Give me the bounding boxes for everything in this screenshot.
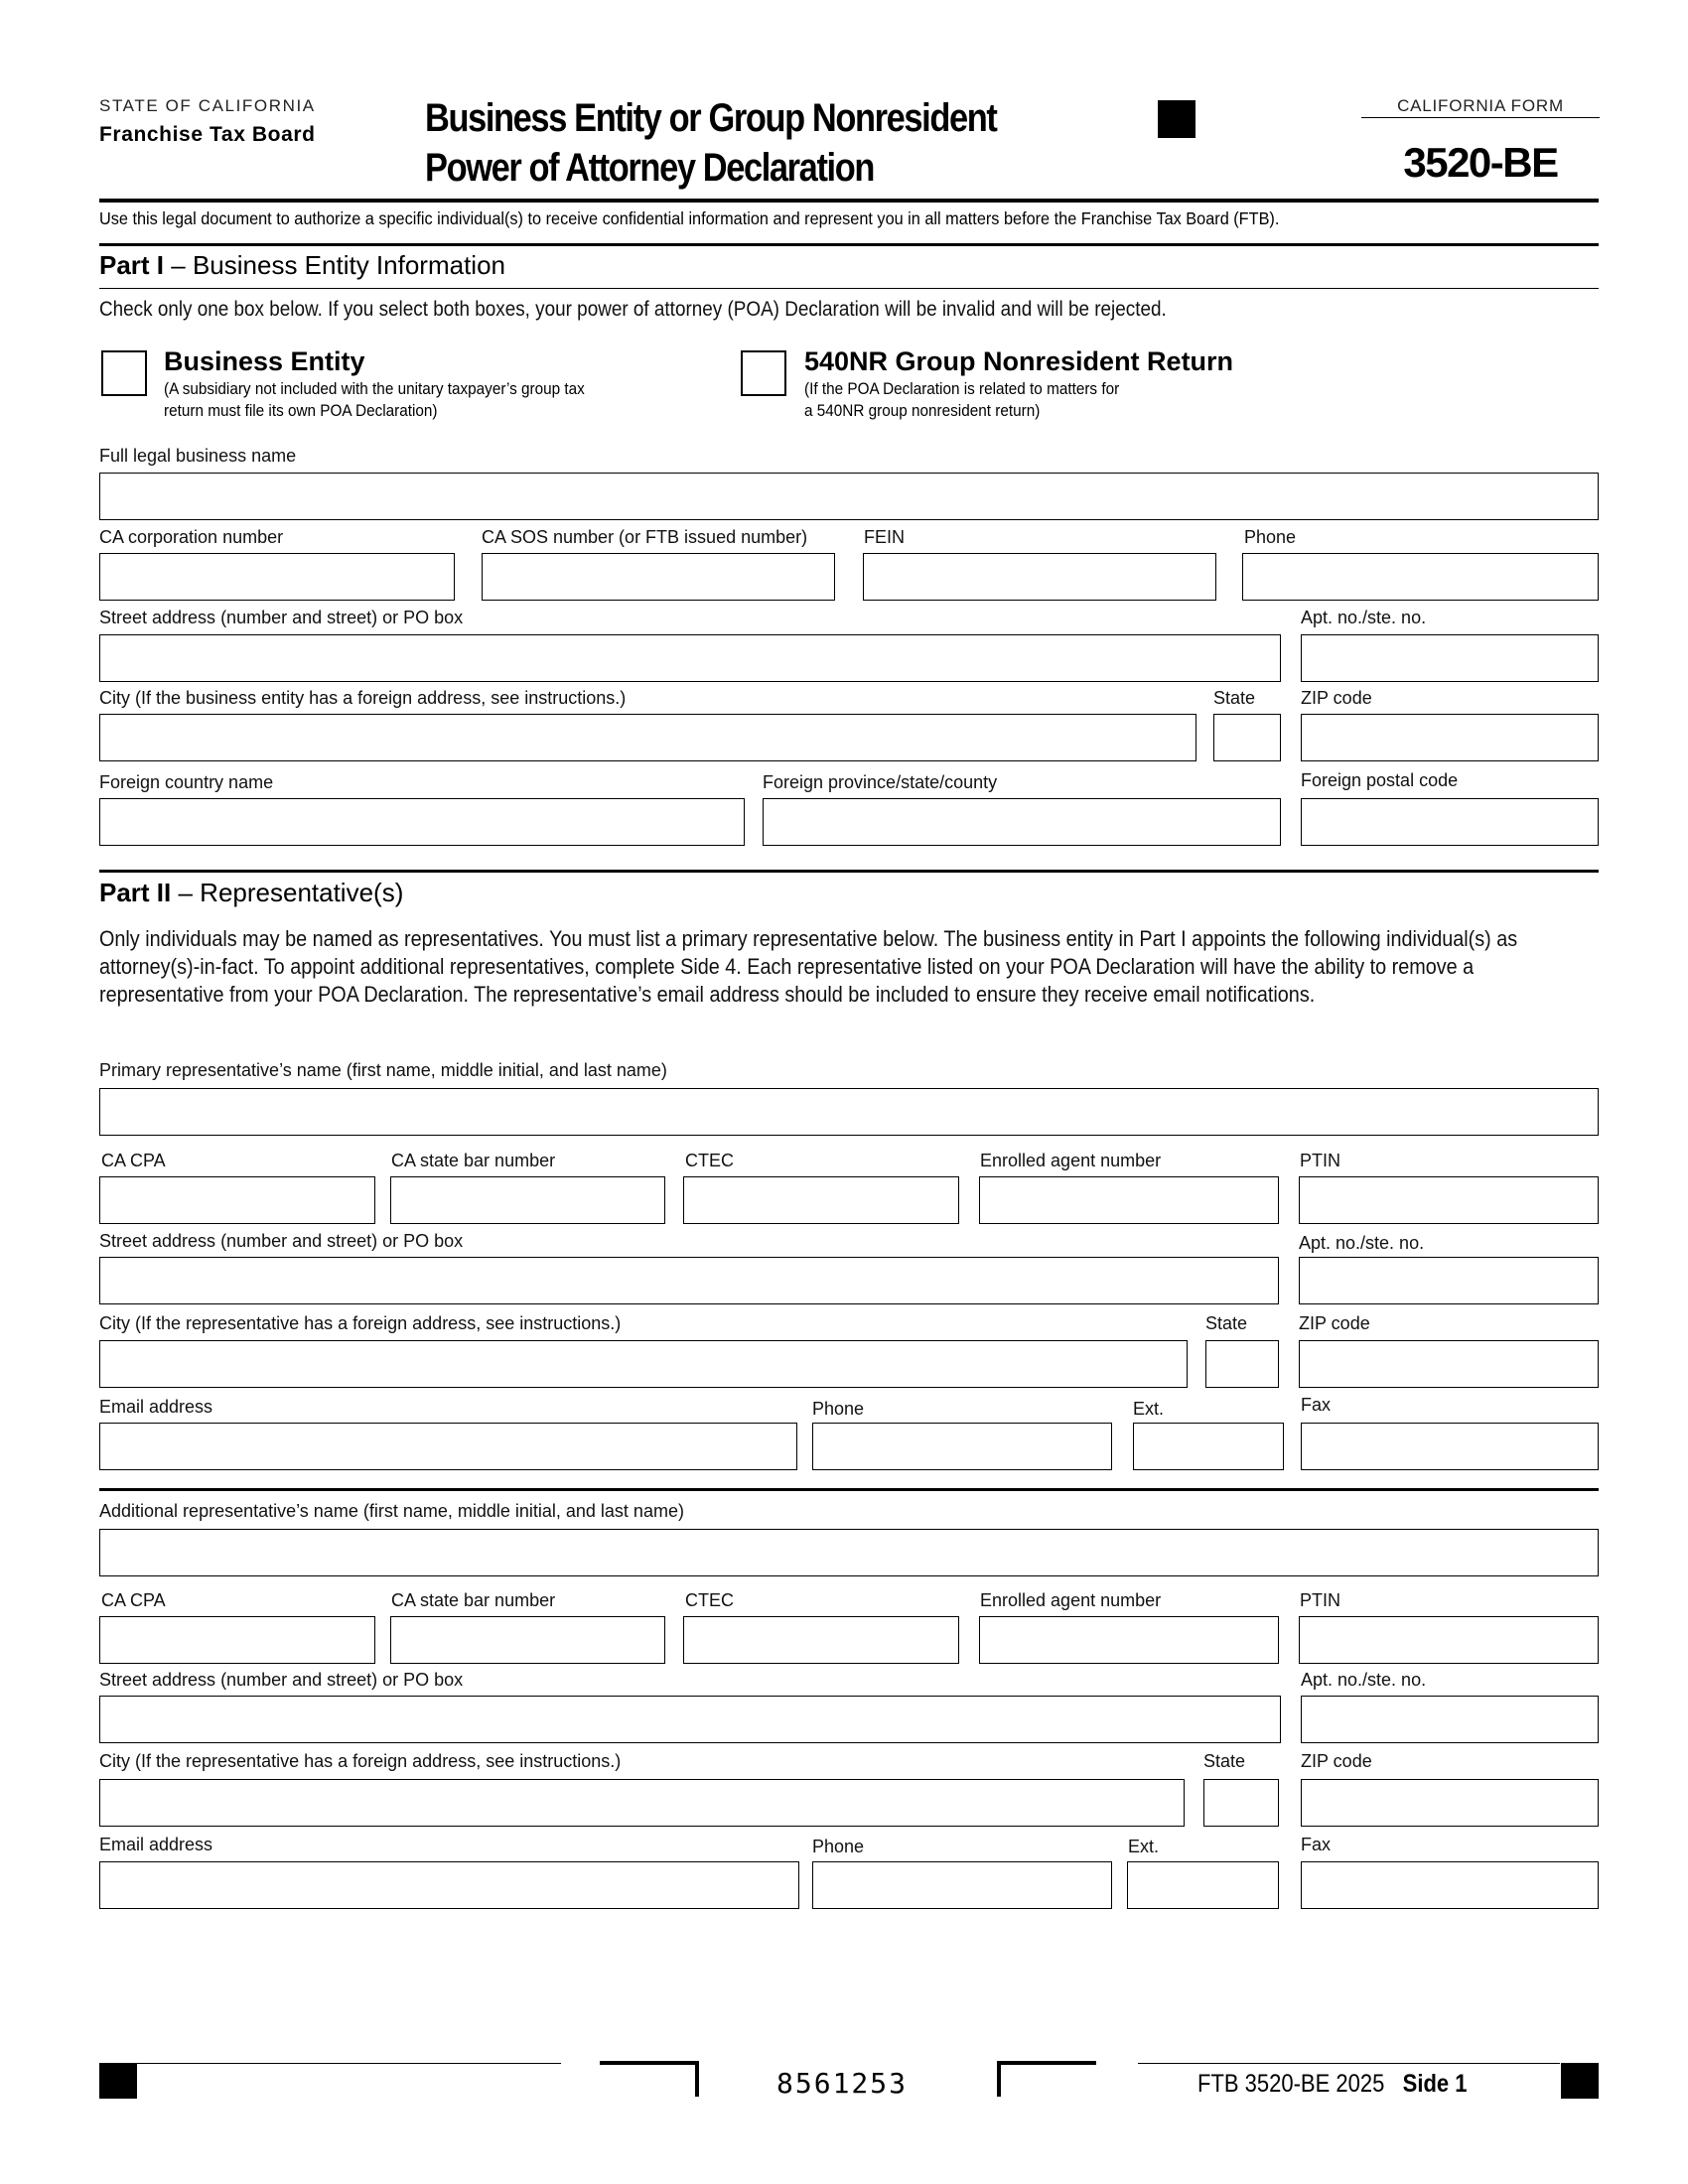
- business-apt-field[interactable]: [1301, 634, 1599, 682]
- part1-rule: [99, 243, 1599, 246]
- additional-email-label: Email address: [99, 1835, 213, 1854]
- additional-email-field[interactable]: [99, 1861, 799, 1909]
- primary-city-field[interactable]: [99, 1340, 1188, 1388]
- part2-rule: [99, 870, 1599, 873]
- business-apt-label: Apt. no./ste. no.: [1301, 608, 1427, 627]
- additional-fax-field[interactable]: [1301, 1861, 1599, 1909]
- footer-registration-mark-right: [1561, 2063, 1599, 2099]
- additional-city-field[interactable]: [99, 1779, 1185, 1827]
- form-title-line2: Power of Attorney Declaration: [425, 146, 874, 190]
- ca-sos-field[interactable]: [482, 553, 835, 601]
- footer-corner-mark-left: [600, 2061, 699, 2097]
- primary-cacpa-field[interactable]: [99, 1176, 375, 1224]
- business-city-field[interactable]: [99, 714, 1196, 761]
- foreign-country-field[interactable]: [99, 798, 745, 846]
- primary-fax-label: Fax: [1301, 1395, 1332, 1415]
- business-state-label: State: [1213, 688, 1256, 708]
- additional-ext-label: Ext.: [1128, 1837, 1160, 1856]
- business-street-label: Street address (number and street) or PO box: [99, 608, 464, 627]
- part2-paragraph: Only individuals may be named as representatives. You must list a primary representative below. The business entity in Part I appoints the following individual(s) as attorney(s)-in-fact. To appoint additional representatives, complete Side 4. Each representative listed on your POA Declaration will have the ability to remove a representative from your POA Declaration. The representative’s email address should be included to ensure they receive email notifications.: [99, 926, 1518, 1007]
- foreign-postal-field[interactable]: [1301, 798, 1599, 846]
- primary-ctec-field[interactable]: [683, 1176, 959, 1224]
- part2-label: Part II: [99, 878, 172, 907]
- additional-name-label: Additional representative’s name (first name, middle initial, and last name): [99, 1501, 684, 1521]
- fein-field[interactable]: [863, 553, 1216, 601]
- additional-state-label: State: [1203, 1751, 1246, 1771]
- ca-corp-field[interactable]: [99, 553, 455, 601]
- additional-enrolled-field[interactable]: [979, 1616, 1279, 1664]
- additional-name-field[interactable]: [99, 1529, 1599, 1576]
- primary-enrolled-label: Enrolled agent number: [980, 1151, 1162, 1170]
- additional-phone-label: Phone: [812, 1837, 865, 1856]
- ca-corp-label: CA corporation number: [99, 527, 284, 547]
- ca-sos-label: CA SOS number (or FTB issued number): [482, 527, 808, 547]
- form-number: 3520-BE: [1403, 139, 1558, 186]
- primary-enrolled-field[interactable]: [979, 1176, 1279, 1224]
- additional-fax-label: Fax: [1301, 1835, 1332, 1854]
- business-zip-field[interactable]: [1301, 714, 1599, 761]
- legal-name-label: Full legal business name: [99, 446, 297, 466]
- additional-ctec-field[interactable]: [683, 1616, 959, 1664]
- business-entity-note-line1: (A subsidiary not included with the unitary taxpayer’s group tax: [164, 379, 585, 398]
- registration-mark: [1158, 100, 1196, 138]
- primary-street-field[interactable]: [99, 1257, 1279, 1304]
- business-city-label: City (If the business entity has a foreign address, see instructions.): [99, 688, 627, 708]
- additional-zip-label: ZIP code: [1301, 1751, 1372, 1771]
- additional-cacpa-label: CA CPA: [101, 1590, 166, 1610]
- part1-instruction: Check only one box below. If you select both boxes, your power of attorney (POA) Declaration will be invalid and will be rejected.: [99, 298, 1167, 321]
- footer-rule-left: [137, 2063, 561, 2064]
- business-street-field[interactable]: [99, 634, 1281, 682]
- primary-email-field[interactable]: [99, 1423, 797, 1470]
- business-entity-note-line2: return must file its own POA Declaration): [164, 401, 438, 420]
- part2-title: – Representative(s): [178, 878, 404, 907]
- additional-city-label: City (If the representative has a foreign address, see instructions.): [99, 1751, 622, 1771]
- additional-zip-field[interactable]: [1301, 1779, 1599, 1827]
- primary-state-label: State: [1205, 1313, 1248, 1333]
- primary-zip-field[interactable]: [1299, 1340, 1599, 1388]
- business-phone-field[interactable]: [1242, 553, 1599, 601]
- form-title: [425, 93, 996, 193]
- foreign-country-label: Foreign country name: [99, 772, 274, 792]
- primary-ctec-label: CTEC: [685, 1151, 734, 1170]
- additional-bar-label: CA state bar number: [391, 1590, 556, 1610]
- group-nonresident-checkbox[interactable]: [741, 350, 786, 396]
- fein-label: FEIN: [864, 527, 906, 547]
- primary-street-label: Street address (number and street) or PO box: [99, 1231, 464, 1251]
- group-nonresident-note-line1: (If the POA Declaration is related to matters for: [804, 379, 1120, 398]
- business-phone-label: Phone: [1244, 527, 1297, 547]
- additional-ptin-label: PTIN: [1300, 1590, 1341, 1610]
- primary-email-label: Email address: [99, 1397, 213, 1417]
- form-label: CALIFORNIA FORM: [1397, 96, 1564, 115]
- footer-form-code: FTB 3520-BE 2025: [1197, 2070, 1385, 2098]
- foreign-province-field[interactable]: [763, 798, 1281, 846]
- representative-divider: [99, 1488, 1599, 1491]
- part2-heading: [99, 878, 403, 908]
- additional-street-field[interactable]: [99, 1696, 1281, 1743]
- footer-rule-right: [1138, 2063, 1560, 2064]
- business-entity-title: Business Entity: [164, 346, 365, 376]
- primary-fax-field[interactable]: [1301, 1423, 1599, 1470]
- primary-apt-field[interactable]: [1299, 1257, 1599, 1304]
- primary-phone-field[interactable]: [812, 1423, 1112, 1470]
- group-nonresident-note-line2: a 540NR group nonresident return): [804, 401, 1041, 420]
- additional-ptin-field[interactable]: [1299, 1616, 1599, 1664]
- additional-ext-field[interactable]: [1127, 1861, 1279, 1909]
- primary-name-field[interactable]: [99, 1088, 1599, 1136]
- primary-city-label: City (If the representative has a foreign address, see instructions.): [99, 1313, 622, 1333]
- additional-bar-field[interactable]: [390, 1616, 665, 1664]
- additional-enrolled-label: Enrolled agent number: [980, 1590, 1162, 1610]
- business-entity-checkbox[interactable]: [101, 350, 147, 396]
- foreign-postal-label: Foreign postal code: [1301, 770, 1459, 790]
- primary-zip-label: ZIP code: [1299, 1313, 1370, 1333]
- primary-apt-label: Apt. no./ste. no.: [1299, 1233, 1425, 1253]
- primary-bar-field[interactable]: [390, 1176, 665, 1224]
- part1-subrule: [99, 288, 1599, 289]
- footer-form-id: [1197, 2070, 1467, 2099]
- primary-bar-label: CA state bar number: [391, 1151, 556, 1170]
- form-title-line1: Business Entity or Group Nonresident: [425, 96, 997, 140]
- business-entity-note: [164, 378, 585, 422]
- additional-state-field[interactable]: [1203, 1779, 1279, 1827]
- additional-cacpa-field[interactable]: [99, 1616, 375, 1664]
- agency-state: STATE OF CALIFORNIA: [99, 96, 316, 115]
- business-state-field[interactable]: [1213, 714, 1281, 761]
- legal-name-field[interactable]: [99, 473, 1599, 520]
- primary-phone-label: Phone: [812, 1399, 865, 1419]
- footer-barcode-number: 8561253: [776, 2067, 909, 2100]
- intro-text: Use this legal document to authorize a specific individual(s) to receive confidential information and represent you in all matters before the Franchise Tax Board (FTB).: [99, 208, 1280, 228]
- primary-ptin-field[interactable]: [1299, 1176, 1599, 1224]
- primary-cacpa-label: CA CPA: [101, 1151, 166, 1170]
- part1-label: Part I: [99, 250, 165, 280]
- agency-board: Franchise Tax Board: [99, 123, 316, 146]
- additional-phone-field[interactable]: [812, 1861, 1112, 1909]
- additional-apt-field[interactable]: [1301, 1696, 1599, 1743]
- footer-corner-mark-right: [997, 2061, 1096, 2097]
- footer-registration-mark-left: [99, 2063, 137, 2099]
- additional-ctec-label: CTEC: [685, 1590, 734, 1610]
- primary-name-label: Primary representative’s name (first name, middle initial, and last name): [99, 1060, 667, 1080]
- business-zip-label: ZIP code: [1301, 688, 1372, 708]
- foreign-province-label: Foreign province/state/county: [763, 772, 998, 792]
- additional-apt-label: Apt. no./ste. no.: [1301, 1670, 1427, 1690]
- primary-ptin-label: PTIN: [1300, 1151, 1341, 1170]
- part1-title: – Business Entity Information: [171, 250, 505, 280]
- group-nonresident-title: 540NR Group Nonresident Return: [804, 346, 1234, 376]
- primary-ext-label: Ext.: [1133, 1399, 1165, 1419]
- part1-heading: [99, 250, 505, 281]
- primary-ext-field[interactable]: [1133, 1423, 1284, 1470]
- footer-side: Side 1: [1402, 2070, 1468, 2098]
- primary-state-field[interactable]: [1205, 1340, 1279, 1388]
- group-nonresident-note: [804, 378, 1119, 422]
- header-divider: [99, 199, 1599, 203]
- additional-street-label: Street address (number and street) or PO box: [99, 1670, 464, 1690]
- form-label-rule: [1361, 117, 1600, 118]
